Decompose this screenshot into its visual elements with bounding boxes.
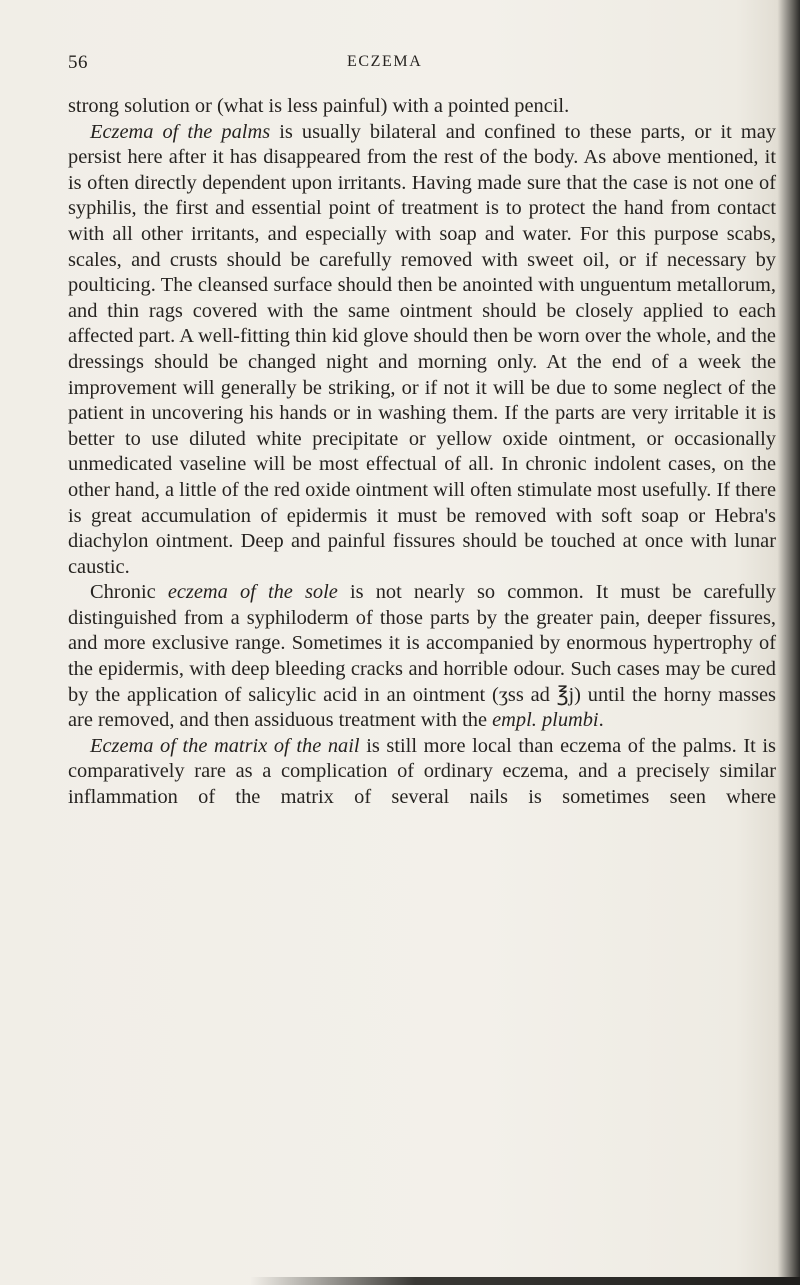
paragraph-text: strong solution or (what is less painful) with a pointed pencil. xyxy=(68,95,570,117)
paragraph-tail: . xyxy=(598,709,604,732)
paragraph-text: is still more local than eczema of the palms. It is comparatively rare as a complication of ordinary eczema, and a precisely similar inflammation of the matrix of several nails is sometimes seen where xyxy=(68,734,776,809)
paragraph-heading-italic: Eczema of the palms xyxy=(90,120,271,143)
paragraph-heading-italic: eczema of the sole xyxy=(167,581,338,604)
body-text xyxy=(68,94,776,811)
paragraph-continuation xyxy=(68,94,776,120)
paragraph-eczema-of-nail-matrix xyxy=(68,734,776,811)
paragraph-text: is usually bilateral and confined to these parts, or it may persist here after it has disappeared from the rest of the body. As above mentioned, it is often directly dependent upon irritants. Having made sure that the case is not one of syphilis, the first and essential point of treatment is to protect the hand from contact with all other irritants, and especially with soap and water. For this purpose scabs, scales, and crusts should be carefully removed with sweet oil, or if necessary by poulticing. The cleansed surface should then be anointed with unguentum metallorum, and thin rags covered with the same ointment should be closely applied to each affected part. A well-fitting thin kid glove should then be worn over the whole, and the dressings should be changed night and morning only. At the end of a week the improvement will generally be striking, or if not it will be due to some neglect of the patient in uncovering his hands or in washing them. If the parts are very irritable it is better to use diluted white precipitate or yellow oxide ointment, or occasionally unmedicated vaseline will be most effectual of all. In chronic indolent cases, on the other hand, a little of the red oxide ointment will often stimulate most usefully. If there is great accumulation of epidermis it must be removed with soft soap or Hebra's diachylon ointment. Deep and painful fissures should be touched at once with lunar caustic. xyxy=(68,120,776,578)
paragraph-lead: Chronic xyxy=(90,581,168,604)
paragraph-eczema-of-sole xyxy=(68,580,776,734)
paragraph-text: is not nearly so common. It must be carefully distinguished from a syphiloderm of those parts by the greater pain, deeper fissures, and more exclusive range. Sometimes it is accompanied by enormous hypertrophy of the epidermis, with deep bleeding cracks and horrible odour. Such cases may be cured by the application of salicylic acid in an ointment (ʒss ad ℥j) until the horny masses are removed, and then assiduous treatment with the xyxy=(68,581,776,732)
book-spine-shadow xyxy=(778,0,800,1285)
paragraph-eczema-of-palms xyxy=(68,120,776,581)
page-bottom-edge xyxy=(250,1277,800,1285)
paragraph-italic-term: empl. plumbi xyxy=(492,709,599,732)
page-header xyxy=(68,52,776,82)
page-number: 56 xyxy=(68,52,88,73)
running-head: ECZEMA xyxy=(347,53,423,70)
paragraph-heading-italic: Eczema of the matrix of the nail xyxy=(90,734,360,757)
